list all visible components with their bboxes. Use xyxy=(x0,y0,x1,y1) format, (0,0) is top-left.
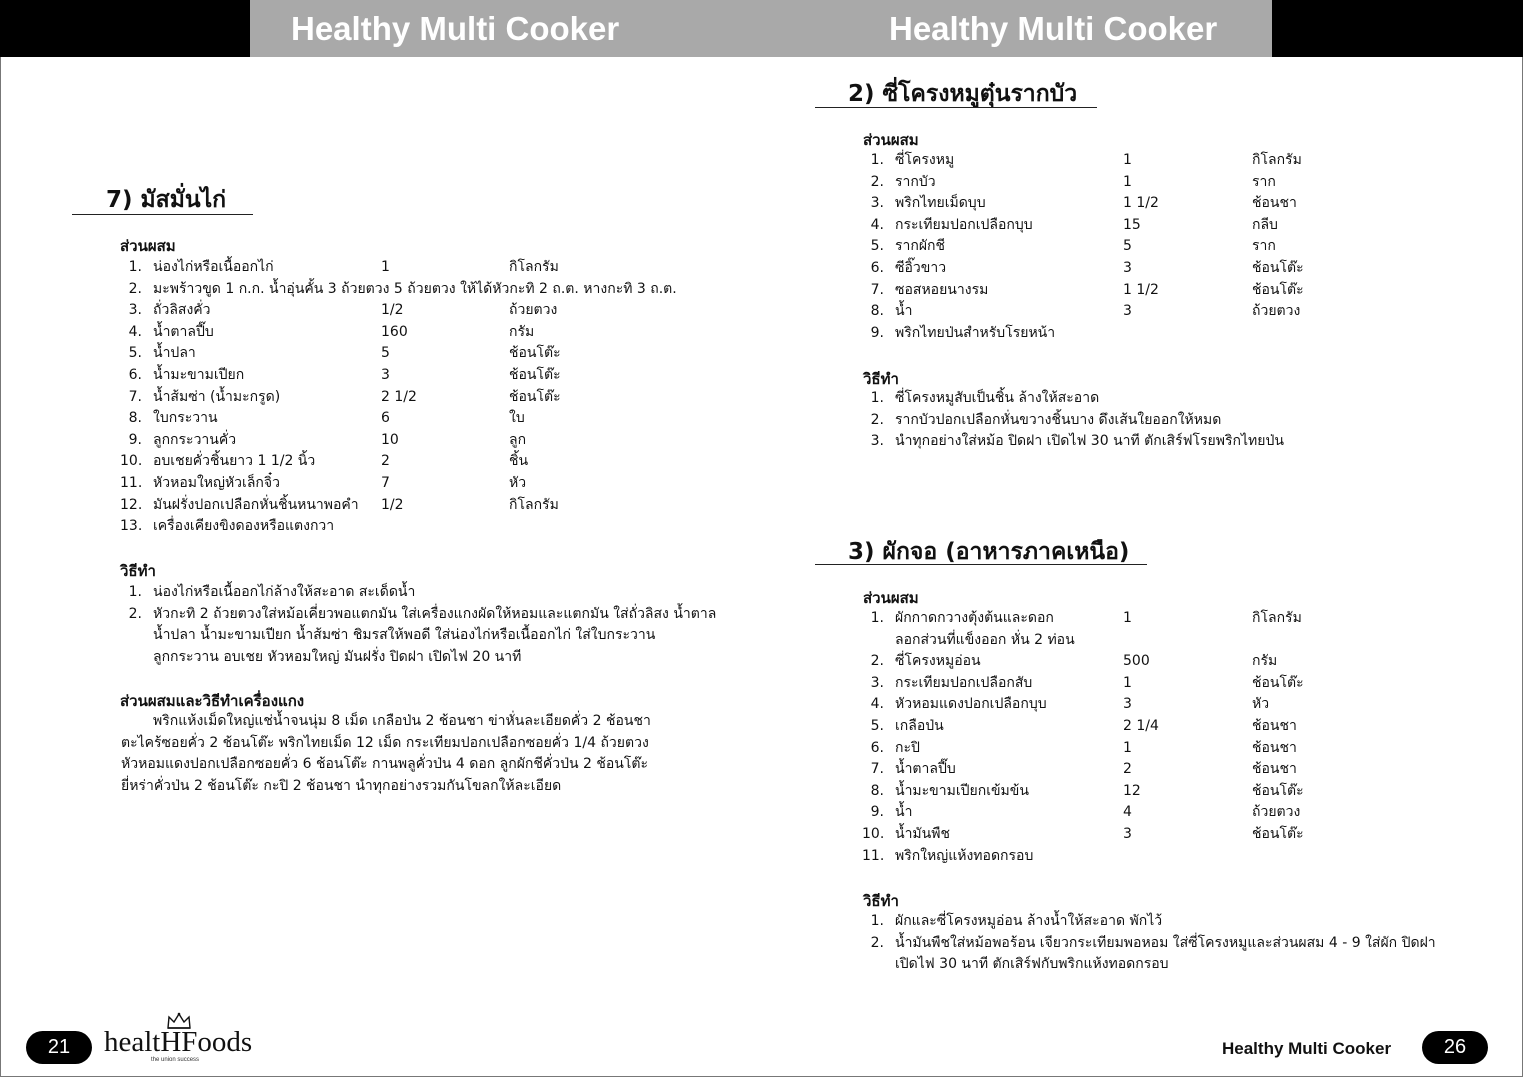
ingredient-quantity: 1 xyxy=(1123,152,1132,168)
ingredient-number: 1. xyxy=(870,610,884,626)
ingredient-quantity: 1/2 xyxy=(381,302,404,319)
ingredient-quantity: 1 xyxy=(1123,173,1132,190)
ingredient-unit: กิโลกรัม xyxy=(1252,152,1302,168)
ingredient-unit: ช้อนชา xyxy=(1252,718,1297,734)
ingredient-quantity: 160 xyxy=(381,323,408,340)
ingredient-quantity: 12 xyxy=(1123,782,1141,799)
ingredient-number: 4. xyxy=(870,696,884,713)
ingredient-quantity: 6 xyxy=(381,410,390,427)
ingredient-number: 8. xyxy=(870,303,884,320)
ingredient-name: น้ำมะขามเปียกเข้มข้น xyxy=(895,782,1029,799)
header-banner-left-text: Healthy Multi Cooker xyxy=(291,10,620,47)
ingredient-number: 1. xyxy=(128,259,142,275)
ingredient-number: 12. xyxy=(120,496,143,513)
ingredient-unit: ชิ้น xyxy=(509,453,529,470)
ingredient-name: น้ำส้มซ่า (น้ำมะกรูด) xyxy=(153,388,281,405)
ingredient-number: 5. xyxy=(870,238,884,255)
ingredient-number: 7. xyxy=(870,281,884,298)
ingredient-number: 6. xyxy=(128,367,142,383)
ingredient-number: 2. xyxy=(870,653,884,670)
ingredient-name: กระเทียมปอกเปลือกสับ xyxy=(895,674,1033,691)
ingredient-number: 7. xyxy=(128,388,142,405)
ingredient-name: น้ำ xyxy=(895,804,913,821)
title-underline xyxy=(72,214,253,215)
page-number-right: 26 xyxy=(1422,1031,1488,1064)
ingredient-name: น้ำ xyxy=(895,303,913,320)
ingredient-unit: ช้อนโต๊ะ xyxy=(509,367,561,383)
ingredient-number: 4. xyxy=(128,323,142,340)
ingredient-unit: ช้อนโต๊ะ xyxy=(1252,281,1304,298)
ingredient-unit: หัว xyxy=(1252,696,1270,713)
ingredient-quantity: 1 xyxy=(1123,674,1132,691)
ingredient-number: 8. xyxy=(128,410,142,427)
recipe-title: 3) ผักจอ (อาหารภาคเหนือ) xyxy=(848,539,1130,565)
ingredient-quantity: 3 xyxy=(1123,826,1132,842)
ingredient-name: ใบกระวาน xyxy=(153,410,218,427)
ingredient-unit: กรัม xyxy=(509,323,535,340)
ingredient-name: น้ำมะขามเปียก xyxy=(153,367,245,383)
ingredient-name: ซี่โครงหมู xyxy=(895,152,955,168)
ingredient-unit: ถ้วยตวง xyxy=(1252,804,1301,821)
ingredient-unit: กรัม xyxy=(1252,653,1278,670)
ingredient-unit: กลีบ xyxy=(1252,216,1278,233)
ingredient-name: น่องไก่หรือเนื้ออกไก่ xyxy=(153,259,274,275)
ingredient-name: พริกใหญ่แห้งทอดกรอบ xyxy=(895,847,1034,864)
method-step-number: 2. xyxy=(128,605,142,622)
recipe-title: 2) ซี่โครงหมูตุ๋นรากบัว xyxy=(848,81,1078,107)
method-step-text: รากบัวปอกเปลือกหั่นขวางชิ้นบาง ดึงเส้นใยออกให้หมด xyxy=(895,411,1222,428)
ingredient-quantity: 1 1/2 xyxy=(1123,281,1159,298)
ingredient-name: มะพร้าวขูด 1 ก.ก. น้ำอุ่นคั้น 3 ถ้วยตวง 5 ถ้วยตวง ให้ได้หัวกะทิ 2 ถ.ต. หางกะทิ 3 ถ.ต. xyxy=(153,280,677,297)
ingredient-number: 11. xyxy=(862,847,885,864)
ingredient-name: รากผักชี xyxy=(895,238,946,255)
method-step-text: ผักและซี่โครงหมูอ่อน ล้างน้ำให้สะอาด พักไว้ xyxy=(895,913,1163,929)
method-step-number: 1. xyxy=(128,584,142,600)
ingredient-quantity: 2 1/4 xyxy=(1123,718,1159,734)
ingredient-number: 2. xyxy=(128,280,142,297)
method-step-number: 2. xyxy=(870,934,884,951)
ingredient-unit: กิโลกรัม xyxy=(509,259,559,275)
ingredient-unit: ราก xyxy=(1252,238,1276,255)
ingredient-unit: ช้อนชา xyxy=(1252,195,1297,212)
title-underline xyxy=(815,564,1147,565)
ingredient-name: ลอกส่วนที่แข็งออก หั่น 2 ท่อน xyxy=(895,631,1075,648)
ingredient-quantity: 5 xyxy=(1123,238,1132,255)
ingredient-name: หัวหอมแดงปอกเปลือกบุบ xyxy=(895,696,1047,713)
ingredient-quantity: 1/2 xyxy=(381,496,404,513)
ingredient-name: มันฝรั่งปอกเปลือกหั่นชิ้นหนาพอคำ xyxy=(153,496,359,513)
ingredient-name: ผักกาดกวางตุ้งต้นและดอก xyxy=(895,610,1054,626)
method-step-number: 1. xyxy=(870,913,884,929)
method-heading: วิธีทำ xyxy=(863,892,899,910)
ingredient-name: น้ำปลา xyxy=(153,345,196,362)
ingredient-unit: ใบ xyxy=(509,410,525,427)
ingredient-unit: ช้อนโต๊ะ xyxy=(1252,826,1304,842)
logo-tagline: the union success xyxy=(151,1057,200,1063)
ingredient-number: 2. xyxy=(870,173,884,190)
logo-wordmark: healtHFoods xyxy=(104,1026,253,1058)
header-banner-left xyxy=(250,0,872,57)
ingredient-quantity: 2 xyxy=(1123,761,1132,778)
ingredient-unit: ช้อนโต๊ะ xyxy=(1252,674,1304,691)
ingredient-name: กระเทียมปอกเปลือกบุบ xyxy=(895,216,1033,233)
method-step-number: 2. xyxy=(870,411,884,428)
method-step-number: 1. xyxy=(870,390,884,406)
ingredient-name: ถั่วลิสงคั่ว xyxy=(153,302,211,319)
method-step-text: น้ำมันพืชใส่หม้อพอร้อน เจียวกระเทียมพอหอม ใส่ซี่โครงหมูและส่วนผสม 4 - 9 ใส่ผัก ปิดฝา xyxy=(895,934,1436,951)
ingredient-name: พริกไทยป่นสำหรับโรยหน้า xyxy=(895,324,1056,341)
ingredient-unit: กิโลกรัม xyxy=(509,496,559,513)
ingredient-number: 6. xyxy=(870,260,884,276)
ingredient-name: กะปิ xyxy=(895,739,920,756)
curry-paste-line: พริกแห้งเม็ดใหญ่แช่น้ำจนนุ่ม 8 เม็ด เกลือป่น 2 ช้อนชา ข่าหั่นละเอียดคั่ว 2 ช้อนชา xyxy=(153,713,651,729)
ingredients-heading: ส่วนผสม xyxy=(120,237,176,255)
recipe-title: 7) มัสมั่นไก่ xyxy=(106,187,227,213)
ingredient-unit: ช้อนชา xyxy=(1252,761,1297,778)
ingredient-number: 5. xyxy=(870,718,884,734)
method-step-number: 3. xyxy=(870,433,884,450)
ingredient-number: 5. xyxy=(128,345,142,362)
ingredient-quantity: 1 xyxy=(1123,610,1132,626)
ingredient-name: ซอสหอยนางรม xyxy=(895,281,989,298)
ingredient-quantity: 3 xyxy=(1123,696,1132,713)
ingredient-number: 9. xyxy=(128,431,142,448)
ingredient-number: 6. xyxy=(870,739,884,756)
ingredient-unit: หัว xyxy=(509,475,527,491)
method-step-text: หัวกะทิ 2 ถ้วยตวงใส่หม้อเคี่ยวพอแตกมัน ใส่เครื่องแกงผัดให้หอมและแตกมัน ใส่ถั่วลิสง น้ำตาล xyxy=(153,605,717,622)
curry-paste-line: ยี่หร่าคั่วป่น 2 ช้อนโต๊ะ กะปิ 2 ช้อนชา นำทุกอย่างรวมกันโขลกให้ละเอียด xyxy=(121,777,562,794)
ingredient-name: รากบัว xyxy=(895,173,936,190)
page-number-left: 21 xyxy=(26,1031,92,1064)
ingredient-quantity: 10 xyxy=(381,431,399,448)
ingredient-quantity: 500 xyxy=(1123,653,1150,670)
ingredient-number: 11. xyxy=(120,475,143,491)
ingredient-quantity: 1 xyxy=(381,259,390,275)
ingredient-unit: ลูก xyxy=(509,431,527,448)
ingredient-number: 10. xyxy=(862,826,885,842)
method-heading: วิธีทำ xyxy=(120,562,156,580)
ingredient-number: 3. xyxy=(128,302,142,319)
ingredient-quantity: 7 xyxy=(381,475,390,491)
method-step-text: เปิดไฟ 30 นาที ตักเสิร์ฟกับพริกแห้งทอดกรอบ xyxy=(895,956,1169,973)
ingredient-name: พริกไทยเม็ดบุบ xyxy=(895,195,986,212)
ingredient-name: เครื่องเคียงขิงดองหรือแตงกวา xyxy=(153,518,335,535)
method-step-text: ซี่โครงหมูสับเป็นชิ้น ล้างให้สะอาด xyxy=(895,390,1100,406)
ingredient-unit: ช้อนโต๊ะ xyxy=(509,388,561,405)
ingredient-unit: ถ้วยตวง xyxy=(1252,303,1301,320)
ingredient-name: ซีอิ๊วขาว xyxy=(895,260,947,276)
footer-title: Healthy Multi Cooker xyxy=(1222,1039,1392,1058)
ingredient-quantity: 2 1/2 xyxy=(381,388,417,405)
ingredient-number: 9. xyxy=(870,324,884,341)
ingredient-name: ลูกกระวานคั่ว xyxy=(153,431,237,448)
ingredient-quantity: 3 xyxy=(381,367,390,383)
ingredient-number: 10. xyxy=(120,453,143,470)
ingredient-number: 8. xyxy=(870,782,884,799)
curry-paste-heading: ส่วนผสมและวิธีทำเครื่องแกง xyxy=(120,692,305,710)
ingredient-quantity: 4 xyxy=(1123,804,1132,821)
ingredient-quantity: 1 1/2 xyxy=(1123,195,1159,212)
method-step-text: นำทุกอย่างใส่หม้อ ปิดฝา เปิดไฟ 30 นาที ตักเสิร์ฟโรยพริกไทยป่น xyxy=(895,433,1284,450)
ingredient-number: 7. xyxy=(870,761,884,778)
ingredient-unit: ถ้วยตวง xyxy=(509,302,558,319)
ingredient-quantity: 1 xyxy=(1123,739,1132,756)
ingredient-number: 4. xyxy=(870,216,884,233)
ingredient-quantity: 2 xyxy=(381,453,390,470)
ingredient-unit: ช้อนโต๊ะ xyxy=(1252,260,1304,276)
ingredient-quantity: 5 xyxy=(381,345,390,362)
header-banner-right-text: Healthy Multi Cooker xyxy=(889,10,1218,47)
ingredient-unit: ช้อนชา xyxy=(1252,739,1297,756)
ingredient-name: ซี่โครงหมูอ่อน xyxy=(895,653,981,670)
ingredient-unit: ช้อนโต๊ะ xyxy=(1252,782,1304,799)
ingredient-number: 9. xyxy=(870,804,884,821)
curry-paste-line: ตะไคร้ซอยคั่ว 2 ช้อนโต๊ะ พริกไทยเม็ด 12 เม็ด กระเทียมปอกเปลือกซอยคั่ว 1/4 ถ้วยตวง xyxy=(121,734,649,751)
ingredient-name: อบเชยคั่วชิ้นยาว 1 1/2 นิ้ว xyxy=(153,453,316,470)
header-banner-right xyxy=(872,0,1272,57)
method-step-text: น่องไก่หรือเนื้ออกไก่ล้างให้สะอาด สะเด็ดน้ำ xyxy=(153,584,416,600)
ingredient-name: น้ำตาลปี๊บ xyxy=(153,323,214,340)
ingredients-heading: ส่วนผสม xyxy=(863,131,919,149)
ingredient-name: หัวหอมใหญ่หัวเล็กจิ๋ว xyxy=(153,475,280,491)
ingredient-quantity: 3 xyxy=(1123,260,1132,276)
ingredient-name: เกลือป่น xyxy=(895,718,944,734)
ingredients-heading: ส่วนผสม xyxy=(863,589,919,607)
title-underline xyxy=(815,107,1097,108)
method-heading: วิธีทำ xyxy=(863,370,899,388)
ingredient-quantity: 3 xyxy=(1123,303,1132,320)
ingredient-unit: ราก xyxy=(1252,173,1276,190)
ingredient-number: 3. xyxy=(870,195,884,212)
ingredient-name: น้ำตาลปี๊บ xyxy=(895,761,956,778)
ingredient-quantity: 15 xyxy=(1123,216,1141,233)
ingredient-unit: ช้อนโต๊ะ xyxy=(509,345,561,362)
ingredient-name: น้ำมันพืช xyxy=(895,826,950,842)
ingredient-number: 3. xyxy=(870,674,884,691)
curry-paste-line: หัวหอมแดงปอกเปลือกซอยคั่ว 6 ช้อนโต๊ะ กานพลูคั่วป่น 4 ดอก ลูกผักชีคั่วป่น 2 ช้อนโต๊ะ xyxy=(121,756,648,773)
healthfoods-logo xyxy=(104,1012,264,1068)
method-step-text: น้ำปลา น้ำมะขามเปียก น้ำส้มซ่า ชิมรสให้พอดี ใส่น่องไก่หรือเนื้ออกไก่ ใส่ใบกระวาน xyxy=(153,627,656,644)
ingredient-number: 1. xyxy=(870,152,884,168)
ingredient-number: 13. xyxy=(120,518,143,535)
ingredient-unit: กิโลกรัม xyxy=(1252,610,1302,626)
method-step-text: ลูกกระวาน อบเชย หัวหอมใหญ่ มันฝรั่ง ปิดฝา เปิดไฟ 20 นาที xyxy=(153,648,522,665)
